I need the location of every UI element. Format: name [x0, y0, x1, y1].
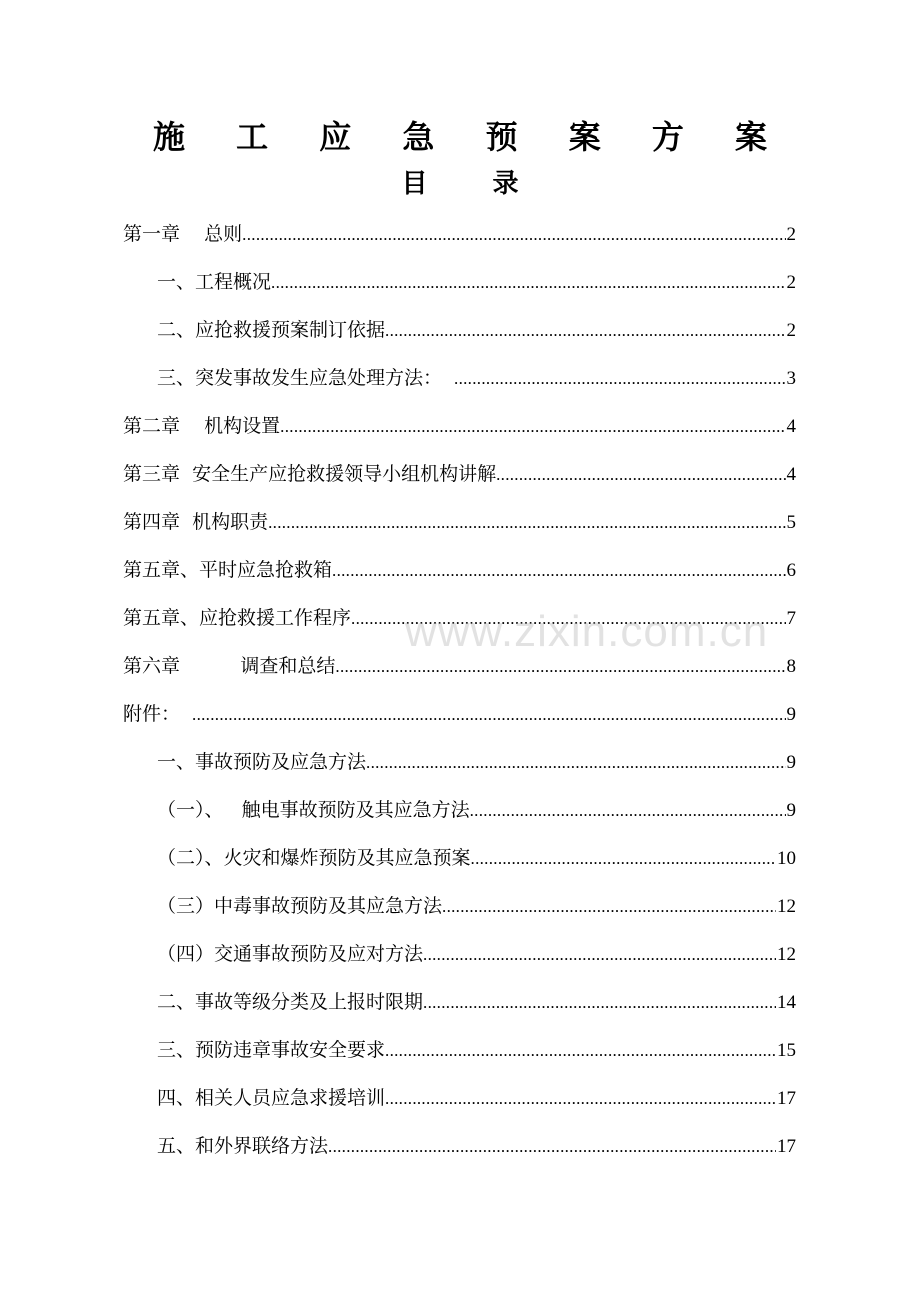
toc-leader-dots [454, 357, 785, 401]
toc-entry-page: 17 [777, 1088, 796, 1109]
toc-entry-label: （四）交通事故预防及应对方法 [157, 943, 424, 965]
toc-entry-label: 第二章 机构设置 [123, 415, 281, 437]
toc-entry-page: 9 [786, 752, 796, 773]
toc-entry-label: 五、和外界联络方法 [157, 1135, 329, 1157]
toc-leader-dots [470, 789, 786, 833]
toc-entry-label: 二、事故等级分类及上报时限期 [157, 991, 424, 1013]
toc-leader-dots [280, 405, 785, 449]
toc-leader-dots [471, 837, 776, 881]
toc-entry-page: 2 [786, 224, 796, 245]
toc-entry-label: （二）、火灾和爆炸预防及其应急预案 [157, 847, 471, 869]
toc-entry-label: 第六章 调查和总结 [123, 655, 336, 677]
toc-leader-dots [385, 1077, 776, 1121]
toc-entry-label: 第三章 安全生产应抢救援领导小组机构讲解 [123, 463, 497, 485]
watermark: www.zixin.com.cn [405, 607, 769, 656]
toc-entry[interactable] [0, 788, 920, 832]
toc-entry[interactable] [0, 500, 920, 544]
toc-entry-page: 9 [786, 800, 796, 821]
toc-leader-dots [268, 501, 785, 545]
toc-entry-label: 一、事故预防及应急方法 [157, 751, 367, 773]
toc-leader-dots [332, 549, 785, 593]
toc-entry-page: 17 [777, 1136, 796, 1157]
toc-entry[interactable] [0, 1076, 920, 1120]
toc-entry-label: 三、预防违章事故安全要求 [157, 1039, 386, 1061]
toc-entry[interactable] [0, 692, 920, 736]
toc-leader-dots [442, 885, 776, 929]
toc-leader-dots [192, 693, 785, 737]
toc-entry[interactable] [0, 740, 920, 784]
toc-entry-label: 第五章、应抢救援工作程序 [123, 607, 352, 629]
toc-leader-dots [242, 213, 785, 257]
toc-entry-page: 9 [786, 704, 796, 725]
toc-leader-dots [271, 261, 785, 305]
toc-entry-label: 第一章 总则 [123, 223, 243, 245]
toc-leader-dots [423, 981, 776, 1025]
toc-entry-page: 6 [786, 560, 796, 581]
toc-entry[interactable] [0, 1124, 920, 1168]
toc-entry-page: 4 [786, 416, 796, 437]
toc-entry[interactable] [0, 980, 920, 1024]
toc-entry[interactable] [0, 404, 920, 448]
toc-entry-page: 3 [786, 368, 796, 389]
toc-entry-page: 4 [786, 464, 796, 485]
toc-leader-dots [328, 1125, 776, 1169]
toc-entry[interactable] [0, 308, 920, 352]
toc-entry[interactable] [0, 548, 920, 592]
toc-entry[interactable] [0, 836, 920, 880]
toc-entry-page: 2 [786, 320, 796, 341]
toc-entry-label: 四、相关人员应急求援培训 [157, 1087, 386, 1109]
toc-entry[interactable] [0, 212, 920, 256]
toc-entry[interactable] [0, 932, 920, 976]
toc-entry-page: 12 [777, 944, 796, 965]
toc-entry-page: 12 [777, 896, 796, 917]
toc-entry-page: 2 [786, 272, 796, 293]
toc-entry[interactable] [0, 884, 920, 928]
toc-leader-dots [385, 309, 785, 353]
toc-entry-label: 一、工程概况 [157, 271, 272, 293]
toc-entry[interactable] [0, 260, 920, 304]
toc-entry-page: 15 [777, 1040, 796, 1061]
toc-leader-dots [423, 933, 776, 977]
toc-leader-dots [366, 741, 785, 785]
toc-entry-page: 14 [777, 992, 796, 1013]
toc-entry-label: 二、应抢救援预案制订依据 [157, 319, 386, 341]
toc-entry[interactable] [0, 452, 920, 496]
toc-entry-label: 三、突发事故发生应急处理方法： [157, 367, 443, 389]
toc-entry-page: 7 [786, 608, 796, 629]
toc-entry-label: （三）中毒事故预防及其应急方法 [157, 895, 443, 917]
toc-entry-label: 第四章 机构职责 [123, 511, 269, 533]
toc-entry[interactable] [0, 1028, 920, 1072]
toc-entry-label: 第五章、平时应急抢救箱 [123, 559, 333, 581]
toc-entry-page: 10 [777, 848, 796, 869]
toc-leader-dots [496, 453, 785, 497]
toc-leader-dots [385, 1029, 776, 1073]
toc-entry-label: 附件： [123, 703, 181, 725]
toc-entry-page: 8 [786, 656, 796, 677]
toc-entry-page: 5 [786, 512, 796, 533]
document-title: 施 工 应 急 预 案 方 案 [153, 118, 787, 156]
toc-entry-label: （一）、 触电事故预防及其应急方法 [157, 799, 470, 821]
toc-entry[interactable] [0, 356, 920, 400]
toc-heading: 目 录 [401, 169, 547, 199]
